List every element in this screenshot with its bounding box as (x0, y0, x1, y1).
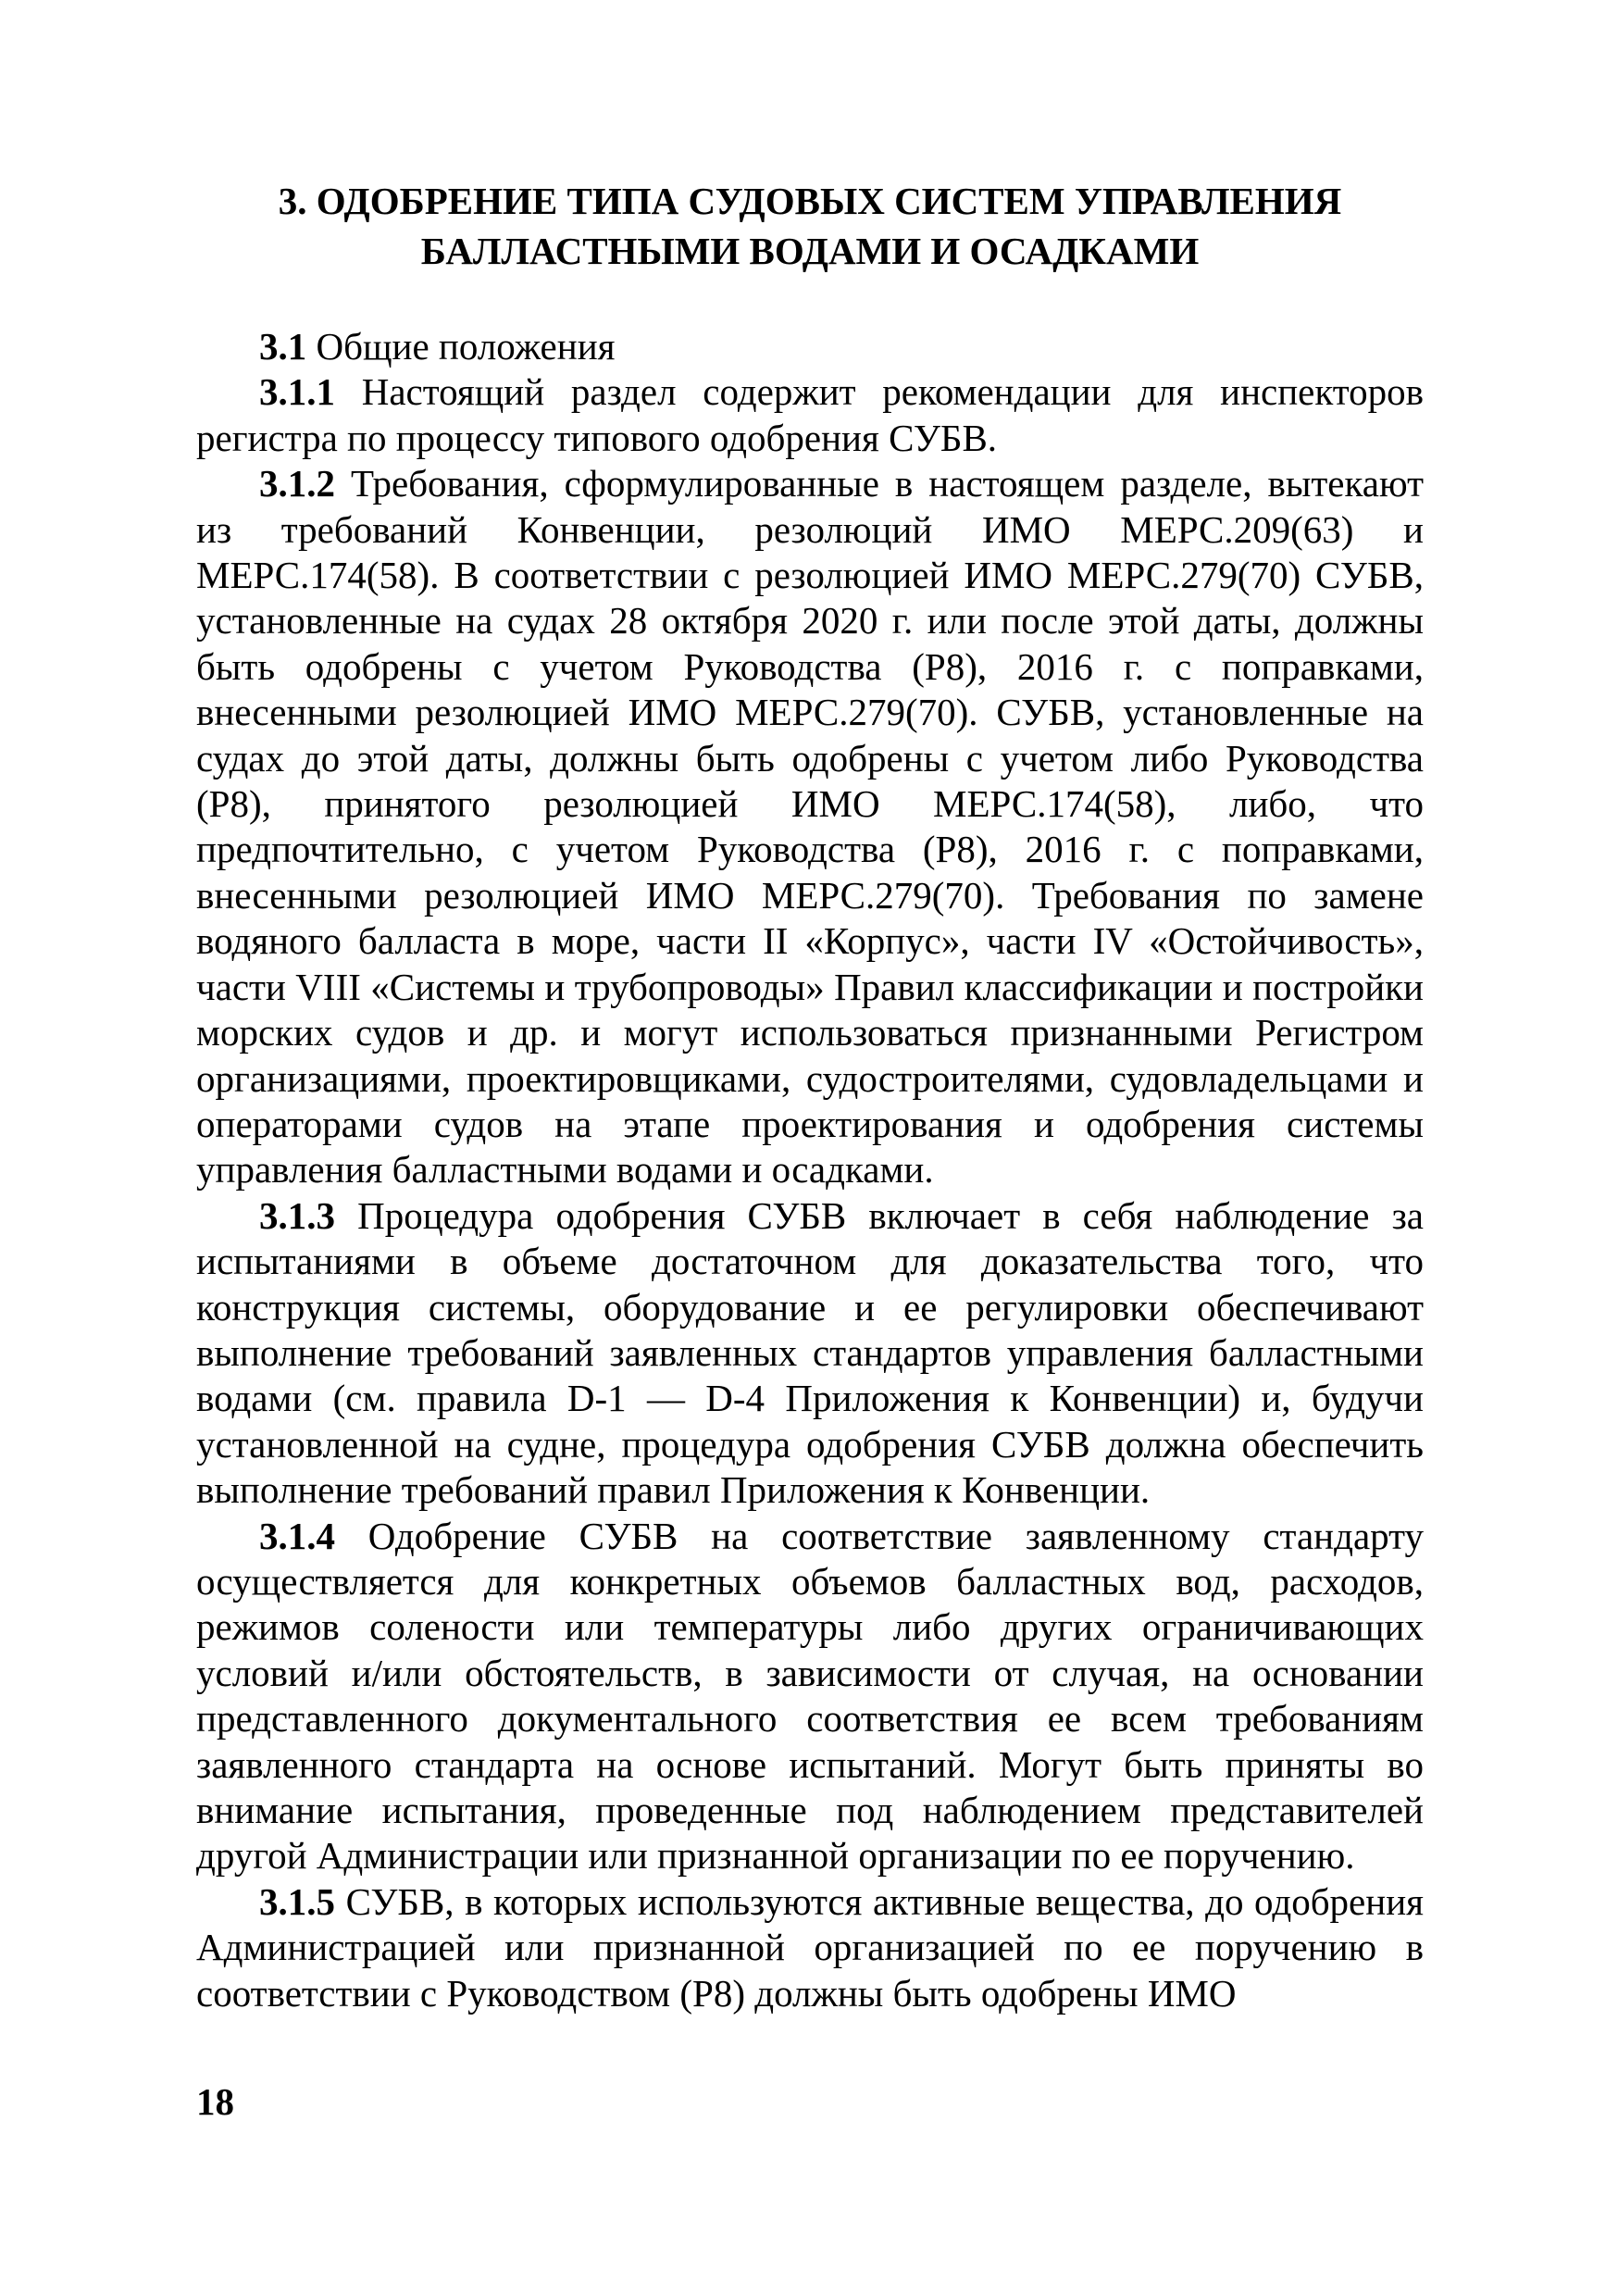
paragraph-number: 3.1.5 (259, 1879, 335, 1923)
paragraph-3-1-3 (196, 1193, 1424, 1514)
paragraph-3-1-1 (196, 369, 1424, 461)
paragraph-3-1-4 (196, 1514, 1424, 1879)
section-title-line-1: 3. ОДОБРЕНИЕ ТИПА СУДОВЫХ СИСТЕМ УПРАВЛЕНИЯ (278, 180, 1342, 222)
paragraph-text: Требования, сформулированные в настоящем разделе, вытекают из требований Конвенции, резолюций ИМО МЕРС.209(63) и МЕРС.174(58). В соответствии с резолюцией ИМО МЕРС.279(70) СУБВ, установленные на судах 28 октября 2020 г. или после этой даты, должны быть одобрены с учетом Руководства (Р8), 2016 г. с поправками, внесенными резолюцией ИМО МЕРС.279(70). СУБВ, установленные на судах до этой даты, должны быть одобрены с учетом либо Руководства (Р8), принятого резолюцией ИМО МЕРС.174(58), либо, что предпочтительно, с учетом Руководства (Р8), 2016 г. с поправками, внесенными резолюцией ИМО МЕРС.279(70). Требования по замене водяного балласта в море, части II «Корпус», части IV «Остойчивость», части VIII «Системы и трубопроводы» Правил классификации и постройки морских судов и др. и могут использоваться признанными Регистром организациями, проектировщиками, судостроителями, судовладельцами и операторами судов на этапе проектирования и одобрения системы управления балластными водами и осадками. (196, 462, 1424, 1192)
paragraph-text: Настоящий раздел содержит рекомендации для инспекторов регистра по процессу типового одобрения СУБВ. (196, 370, 1424, 459)
paragraph-3-1-5 (196, 1879, 1424, 2016)
paragraph-text: Одобрение СУБВ на соответствие заявленному стандарту осуществляется для конкретных объемов балластных вод, расходов, режимов солености или температуры либо других ограничивающих условий и/или обстоятельств, в зависимости от случая, на основании представленного документального соответствия ее всем требованиям заявленного стандарта на основе испытаний. Могут быть приняты во внимание испытания, проведенные под наблюдением представителей другой Администрации или признанной организации по ее поручению. (196, 1514, 1424, 1878)
paragraph-number: 3.1.2 (259, 462, 335, 505)
paragraph-number: 3.1.1 (259, 370, 335, 414)
paragraph-number: 3.1.3 (259, 1193, 335, 1237)
paragraph-3-1 (196, 324, 1424, 369)
paragraph-number: 3.1 (259, 325, 307, 368)
paragraph-3-1-2 (196, 461, 1424, 1193)
paragraph-text: СУБВ, в которых используются активные вещества, до одобрения Администрацией или признанной организацией по ее поручению в соответствии с Руководством (Р8) должны быть одобрены ИМО (196, 1879, 1424, 2015)
paragraph-number: 3.1.4 (259, 1514, 335, 1557)
section-title (196, 176, 1424, 276)
paragraph-text: Общие положения (306, 325, 616, 368)
document-page (196, 176, 1424, 2016)
paragraph-text: Процедура одобрения СУБВ включает в себя наблюдение за испытаниями в объеме достаточном для доказательства того, что конструкция системы, оборудование и ее регулировки обеспечивают выполнение требований заявленных стандартов управления балластными водами (см. правила D-1 — D-4 Приложения к Конвенции) и, будучи установленной на судне, процедура одобрения СУБВ должна обеспечить выполнение требований правил Приложения к Конвенции. (196, 1193, 1424, 1512)
page-number: 18 (196, 2080, 234, 2123)
section-title-line-2: БАЛЛАСТНЫМИ ВОДАМИ И ОСАДКАМИ (420, 230, 1200, 272)
